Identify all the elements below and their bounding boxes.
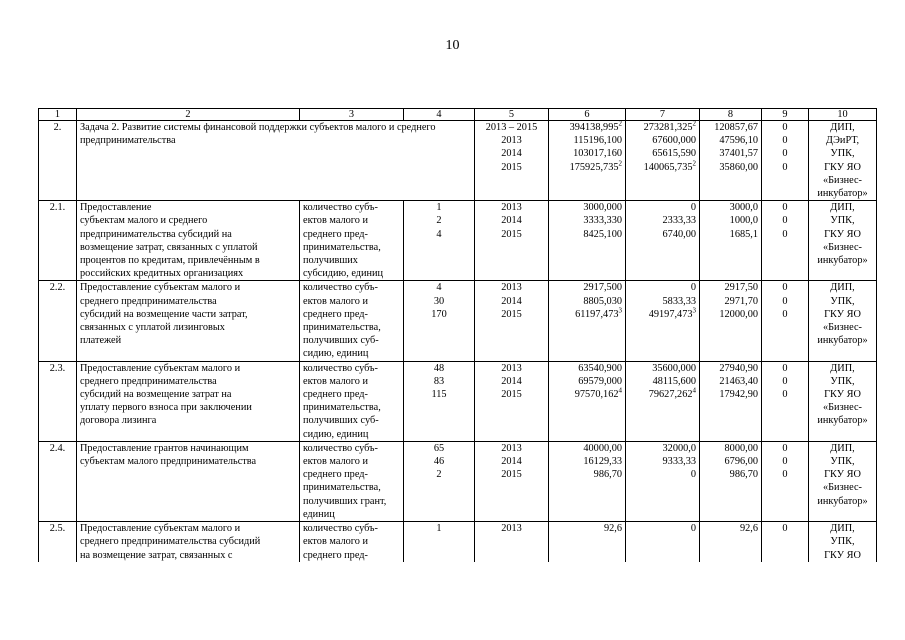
regional-budget	[626, 441, 700, 521]
cell-line: 8000,00	[724, 442, 758, 454]
other-sources	[762, 522, 809, 562]
cell-line: 16129,33	[583, 456, 622, 468]
cell-line: 1685,1	[729, 228, 758, 240]
cell-line: принимательства,	[303, 322, 381, 334]
cell-line: ДИП,	[830, 362, 855, 374]
cell-line: ГКУ ЯО	[824, 549, 861, 561]
cell-line: 0	[782, 308, 788, 320]
cell-line: среднего пред-	[303, 228, 368, 240]
other-sources	[762, 281, 809, 361]
cell-line: ектов малого и	[303, 375, 368, 387]
task-regional-budget	[626, 121, 700, 201]
cell-line: 2013	[501, 442, 522, 454]
cell-line: субсидию, единиц	[303, 268, 384, 280]
task-title: Задача 2. Развитие системы финансовой поддержки субъектов малого и среднего предпринимательства	[77, 121, 475, 201]
cell-line: 2917,500	[583, 282, 622, 294]
cell-line: 35600,000	[652, 362, 696, 374]
cell-line: «Бизнес-	[823, 482, 862, 494]
cell-line: 175925,735$^2$	[569, 159, 622, 173]
header-cell: 4	[404, 109, 475, 121]
cell-line: 0	[782, 228, 788, 240]
cell-line: возмещение затрат, связанных с уплатой	[80, 241, 258, 253]
cell-line: сидию, единиц	[303, 428, 369, 440]
total-cost	[549, 201, 626, 281]
cell-line: 35860,00	[719, 161, 758, 173]
executors	[809, 441, 877, 521]
header-cell: 6	[549, 109, 626, 121]
cell-line: 47596,10	[719, 135, 758, 147]
cell-line: среднего предпринимательства субсидий	[80, 536, 261, 548]
cell-line: 986,70	[593, 469, 622, 481]
cell-line: 48115,600	[652, 375, 696, 387]
indicator-value	[404, 201, 475, 281]
other-sources	[762, 441, 809, 521]
cell-line: 83	[433, 375, 445, 387]
cell-line: УПК,	[830, 536, 855, 548]
cell-line: Предоставление	[80, 202, 152, 214]
years	[475, 281, 549, 361]
cell-line: среднего предпринимательства	[80, 295, 217, 307]
cell-line: 103017,160	[573, 148, 622, 160]
cell-line: ГКУ ЯО	[824, 469, 861, 481]
indicator-value	[404, 441, 475, 521]
cell-line: УПК,	[830, 295, 855, 307]
cell-line: ГКУ ЯО	[824, 228, 861, 240]
cell-line: российских кредитных организациях	[80, 268, 244, 280]
cell-line: 0	[782, 375, 788, 387]
indicator	[300, 281, 404, 361]
cell-line: инкубатор»	[817, 188, 868, 200]
cell-line: инкубатор»	[817, 335, 868, 347]
cell-line: 0	[782, 215, 788, 227]
cell-line: 0	[782, 161, 788, 173]
page-number: 10	[445, 38, 460, 53]
cell-line: Предоставление грантов начинающим	[80, 442, 249, 454]
cell-line: 0	[782, 295, 788, 307]
cell-line: 2014	[501, 148, 522, 160]
indicator	[300, 201, 404, 281]
cell-line: предпринимательства субсидий на	[80, 228, 232, 240]
cell-line: 2014	[501, 456, 522, 468]
cell-line: «Бизнес-	[823, 322, 862, 334]
cell-line: 37401,57	[719, 148, 758, 160]
cell-line: 30	[433, 295, 445, 307]
regional-budget	[626, 522, 700, 562]
table-row	[39, 361, 877, 441]
cell-line: 273281,325$^2$	[643, 119, 696, 133]
cell-line: договора лизинга	[80, 415, 157, 427]
cell-line: 27940,90	[719, 362, 758, 374]
table-row	[39, 441, 877, 521]
cell-line: 21463,40	[719, 375, 758, 387]
federal-budget	[700, 522, 762, 562]
cell-line: процентов по кредитам, привлечённым в	[80, 255, 260, 267]
header-cell: 9	[762, 109, 809, 121]
cell-line: УПК,	[830, 375, 855, 387]
indicator	[300, 441, 404, 521]
cell-line: среднего пред-	[303, 389, 368, 401]
cell-line: среднего пред-	[303, 469, 368, 481]
table-body	[39, 109, 877, 562]
cell-line: принимательства,	[303, 402, 381, 414]
table-row	[39, 522, 877, 562]
cell-line: 6796,00	[724, 456, 758, 468]
cell-line: получивших	[303, 255, 358, 267]
regional-budget	[626, 281, 700, 361]
cell-line: ектов малого и	[303, 456, 368, 468]
cell-line: 2333,33	[662, 215, 696, 227]
cell-line: 0	[782, 122, 788, 133]
measure-name	[77, 201, 300, 281]
cell-line: на возмещение затрат, связанных с	[80, 549, 233, 561]
cell-line: 0	[690, 202, 696, 214]
cell-line: 2013	[501, 523, 522, 535]
header-cell: 8	[700, 109, 762, 121]
cell-line: количество субъ-	[303, 202, 378, 214]
cell-line: 1	[436, 202, 442, 214]
cell-line: «Бизнес-	[823, 174, 862, 186]
header-cell: 7	[626, 109, 700, 121]
footnote-mark: 3	[618, 306, 622, 315]
task-row	[39, 121, 877, 201]
federal-budget	[700, 361, 762, 441]
row-number: 2.4.	[39, 441, 77, 521]
cell-line: 79627,262$^4$	[648, 386, 696, 401]
cell-line: 49197,473$^3$	[648, 306, 696, 320]
header-cell: 2	[77, 109, 300, 121]
header-cell: 3	[300, 109, 404, 121]
cell-line: 0	[782, 282, 788, 294]
measure-name	[77, 361, 300, 441]
cell-line: количество субъ-	[303, 442, 378, 454]
indicator	[300, 522, 404, 562]
cell-line: 2971,70	[724, 295, 758, 307]
cell-line: Предоставление субъектам малого и	[80, 362, 241, 374]
cell-line: единиц	[303, 508, 335, 520]
cell-line: 67600,000	[652, 135, 696, 147]
footnote-mark: 2	[618, 119, 622, 128]
cell-line: 0	[782, 389, 788, 401]
cell-line: количество субъ-	[303, 362, 378, 374]
cell-line: 69579,000	[578, 375, 622, 387]
cell-line: 40000,00	[583, 442, 622, 454]
cell-line: 115	[431, 389, 447, 401]
footnote-mark: 2	[618, 159, 622, 168]
cell-line: ДИП,	[830, 202, 855, 214]
cell-line: 2015	[501, 389, 522, 401]
cell-line: получивших грант,	[303, 495, 387, 507]
task-federal-budget	[700, 121, 762, 201]
cell-line: 394138,995$^2$	[569, 119, 622, 133]
indicator-value	[404, 361, 475, 441]
cell-line: 2	[436, 215, 442, 227]
cell-line: 2013	[501, 202, 522, 214]
cell-line: 2015	[501, 308, 522, 320]
cell-line: 6740,00	[662, 228, 696, 240]
task-years	[475, 121, 549, 201]
measure-name	[77, 441, 300, 521]
cell-line: 0	[690, 282, 696, 294]
federal-budget	[700, 441, 762, 521]
cell-line: 65615,590	[652, 148, 696, 160]
cell-line: УПК,	[830, 215, 855, 227]
cell-line: 0	[690, 469, 696, 481]
row-number: 2.5.	[39, 522, 77, 562]
other-sources	[762, 361, 809, 441]
cell-line: ектов малого и	[303, 215, 368, 227]
task-executors	[809, 121, 877, 201]
total-cost	[549, 522, 626, 562]
footnote-mark: 2	[692, 119, 696, 128]
cell-line: ектов малого и	[303, 536, 368, 548]
footnote-mark: 3	[692, 306, 696, 315]
task-total-cost	[549, 121, 626, 201]
cell-line: получивших суб-	[303, 335, 379, 347]
cell-line: инкубатор»	[817, 415, 868, 427]
cell-line: принимательства,	[303, 482, 381, 494]
cell-line: сидию, единиц	[303, 348, 369, 360]
years	[475, 522, 549, 562]
cell-line: уплату первого взноса при заключении	[80, 402, 252, 414]
cell-line: 0	[782, 523, 788, 535]
cell-line: принимательства,	[303, 241, 381, 253]
cell-line: 46	[433, 456, 445, 468]
years	[475, 441, 549, 521]
years	[475, 361, 549, 441]
cell-line: 0	[782, 202, 788, 214]
cell-line: 2014	[501, 295, 522, 307]
cell-line: 170	[431, 308, 447, 320]
cell-line: ДИП,	[830, 442, 855, 454]
total-cost	[549, 281, 626, 361]
cell-line: субъектам малого предпринимательства	[80, 456, 257, 468]
cell-line: субъектам малого и среднего	[80, 215, 208, 227]
cell-line: Предоставление субъектам малого и	[80, 523, 241, 535]
cell-line: 0	[782, 469, 788, 481]
cell-line: 9333,33	[662, 456, 696, 468]
cell-line: ДЭиРТ,	[825, 135, 860, 147]
cell-line: 0	[782, 135, 788, 147]
federal-budget	[700, 281, 762, 361]
measure-name	[77, 522, 300, 562]
cell-line: 3000,000	[583, 202, 622, 214]
cell-line: связанных с уплатой лизинговых	[80, 322, 225, 334]
cell-line: 2013	[501, 135, 522, 147]
cell-line: 3000,0	[729, 202, 758, 214]
executors	[809, 201, 877, 281]
cell-line: инкубатор»	[817, 495, 868, 507]
cell-line: 2013 – 2015	[485, 122, 538, 133]
cell-line: 8805,030	[583, 295, 622, 307]
cell-line: 4	[436, 228, 442, 240]
cell-line: субсидий на возмещение части затрат,	[80, 308, 248, 320]
cell-line: «Бизнес-	[823, 241, 862, 253]
cell-line: 120857,67	[714, 122, 758, 133]
cell-line: 1000,0	[729, 215, 758, 227]
cell-line: 115196,100	[573, 135, 622, 147]
cell-line: ДИП,	[830, 523, 855, 535]
cell-line: ДИП,	[830, 282, 855, 294]
executors	[809, 522, 877, 562]
cell-line: ектов малого и	[303, 295, 368, 307]
executors	[809, 361, 877, 441]
cell-line: среднего пред-	[303, 308, 368, 320]
cell-line: УПК,	[830, 456, 855, 468]
row-number: 2.2.	[39, 281, 77, 361]
row-number: 2.3.	[39, 361, 77, 441]
cell-line: 17942,90	[719, 389, 758, 401]
regional-budget	[626, 201, 700, 281]
cell-line: 2013	[501, 282, 522, 294]
table-row	[39, 281, 877, 361]
header-row	[39, 109, 877, 121]
task-other-sources	[762, 121, 809, 201]
federal-budget	[700, 201, 762, 281]
cell-line: 2	[436, 469, 442, 481]
header-cell: 10	[809, 109, 877, 121]
cell-line: 3333,330	[583, 215, 622, 227]
executors	[809, 281, 877, 361]
cell-line: 65	[433, 442, 445, 454]
cell-line: 48	[433, 362, 445, 374]
total-cost	[549, 441, 626, 521]
program-table	[38, 108, 877, 562]
task-number: 2.	[39, 121, 77, 201]
cell-line: 2013	[501, 362, 522, 374]
cell-line: ГКУ ЯО	[824, 389, 861, 401]
cell-line: платежей	[80, 335, 122, 347]
other-sources	[762, 201, 809, 281]
cell-line: 986,70	[729, 469, 758, 481]
cell-line: Предоставление субъектам малого и	[80, 282, 241, 294]
cell-line: 4	[436, 282, 442, 294]
cell-line: 0	[690, 523, 696, 535]
cell-line: 12000,00	[719, 308, 758, 320]
header-cell: 5	[475, 109, 549, 121]
cell-line: количество субъ-	[303, 523, 378, 535]
cell-line: 2015	[501, 161, 522, 173]
years	[475, 201, 549, 281]
cell-line: 97570,162$^4$	[574, 386, 622, 401]
regional-budget	[626, 361, 700, 441]
cell-line: среднего пред-	[303, 549, 368, 561]
total-cost	[549, 361, 626, 441]
cell-line: ДИП,	[830, 122, 855, 133]
cell-line: 2014	[501, 375, 522, 387]
cell-line: УПК,	[830, 148, 855, 160]
indicator-value	[404, 281, 475, 361]
cell-line: количество субъ-	[303, 282, 378, 294]
indicator	[300, 361, 404, 441]
cell-line: 2917,50	[724, 282, 758, 294]
cell-line: ГКУ ЯО	[824, 308, 861, 320]
cell-line: 32000,0	[662, 442, 696, 454]
cell-line: 61197,473$^3$	[575, 306, 622, 320]
cell-line: ГКУ ЯО	[824, 161, 861, 173]
cell-line: 2015	[501, 469, 522, 481]
cell-line: «Бизнес-	[823, 402, 862, 414]
row-number: 2.1.	[39, 201, 77, 281]
cell-line: получивших суб-	[303, 415, 379, 427]
cell-line: 0	[782, 442, 788, 454]
cell-line: 5833,33	[662, 295, 696, 307]
measure-name	[77, 281, 300, 361]
indicator-value	[404, 522, 475, 562]
cell-line: 8425,100	[583, 228, 622, 240]
header-cell: 1	[39, 109, 77, 121]
cell-line: 0	[782, 148, 788, 160]
cell-line: 1	[436, 523, 442, 535]
cell-line: 92,6	[739, 523, 758, 535]
cell-line: инкубатор»	[817, 255, 868, 267]
cell-line: 0	[782, 456, 788, 468]
cell-line: среднего предпринимательства	[80, 375, 217, 387]
footnote-mark: 4	[692, 386, 696, 395]
cell-line: 0	[782, 362, 788, 374]
footnote-mark: 4	[618, 386, 622, 395]
footnote-mark: 2	[692, 159, 696, 168]
cell-line: 63540,900	[578, 362, 622, 374]
cell-line: субсидий на возмещение затрат на	[80, 389, 232, 401]
cell-line: 2015	[501, 228, 522, 240]
table-row	[39, 201, 877, 281]
cell-line: 2014	[501, 215, 522, 227]
cell-line: 92,6	[603, 523, 622, 535]
cell-line: 140065,735$^2$	[643, 159, 696, 173]
